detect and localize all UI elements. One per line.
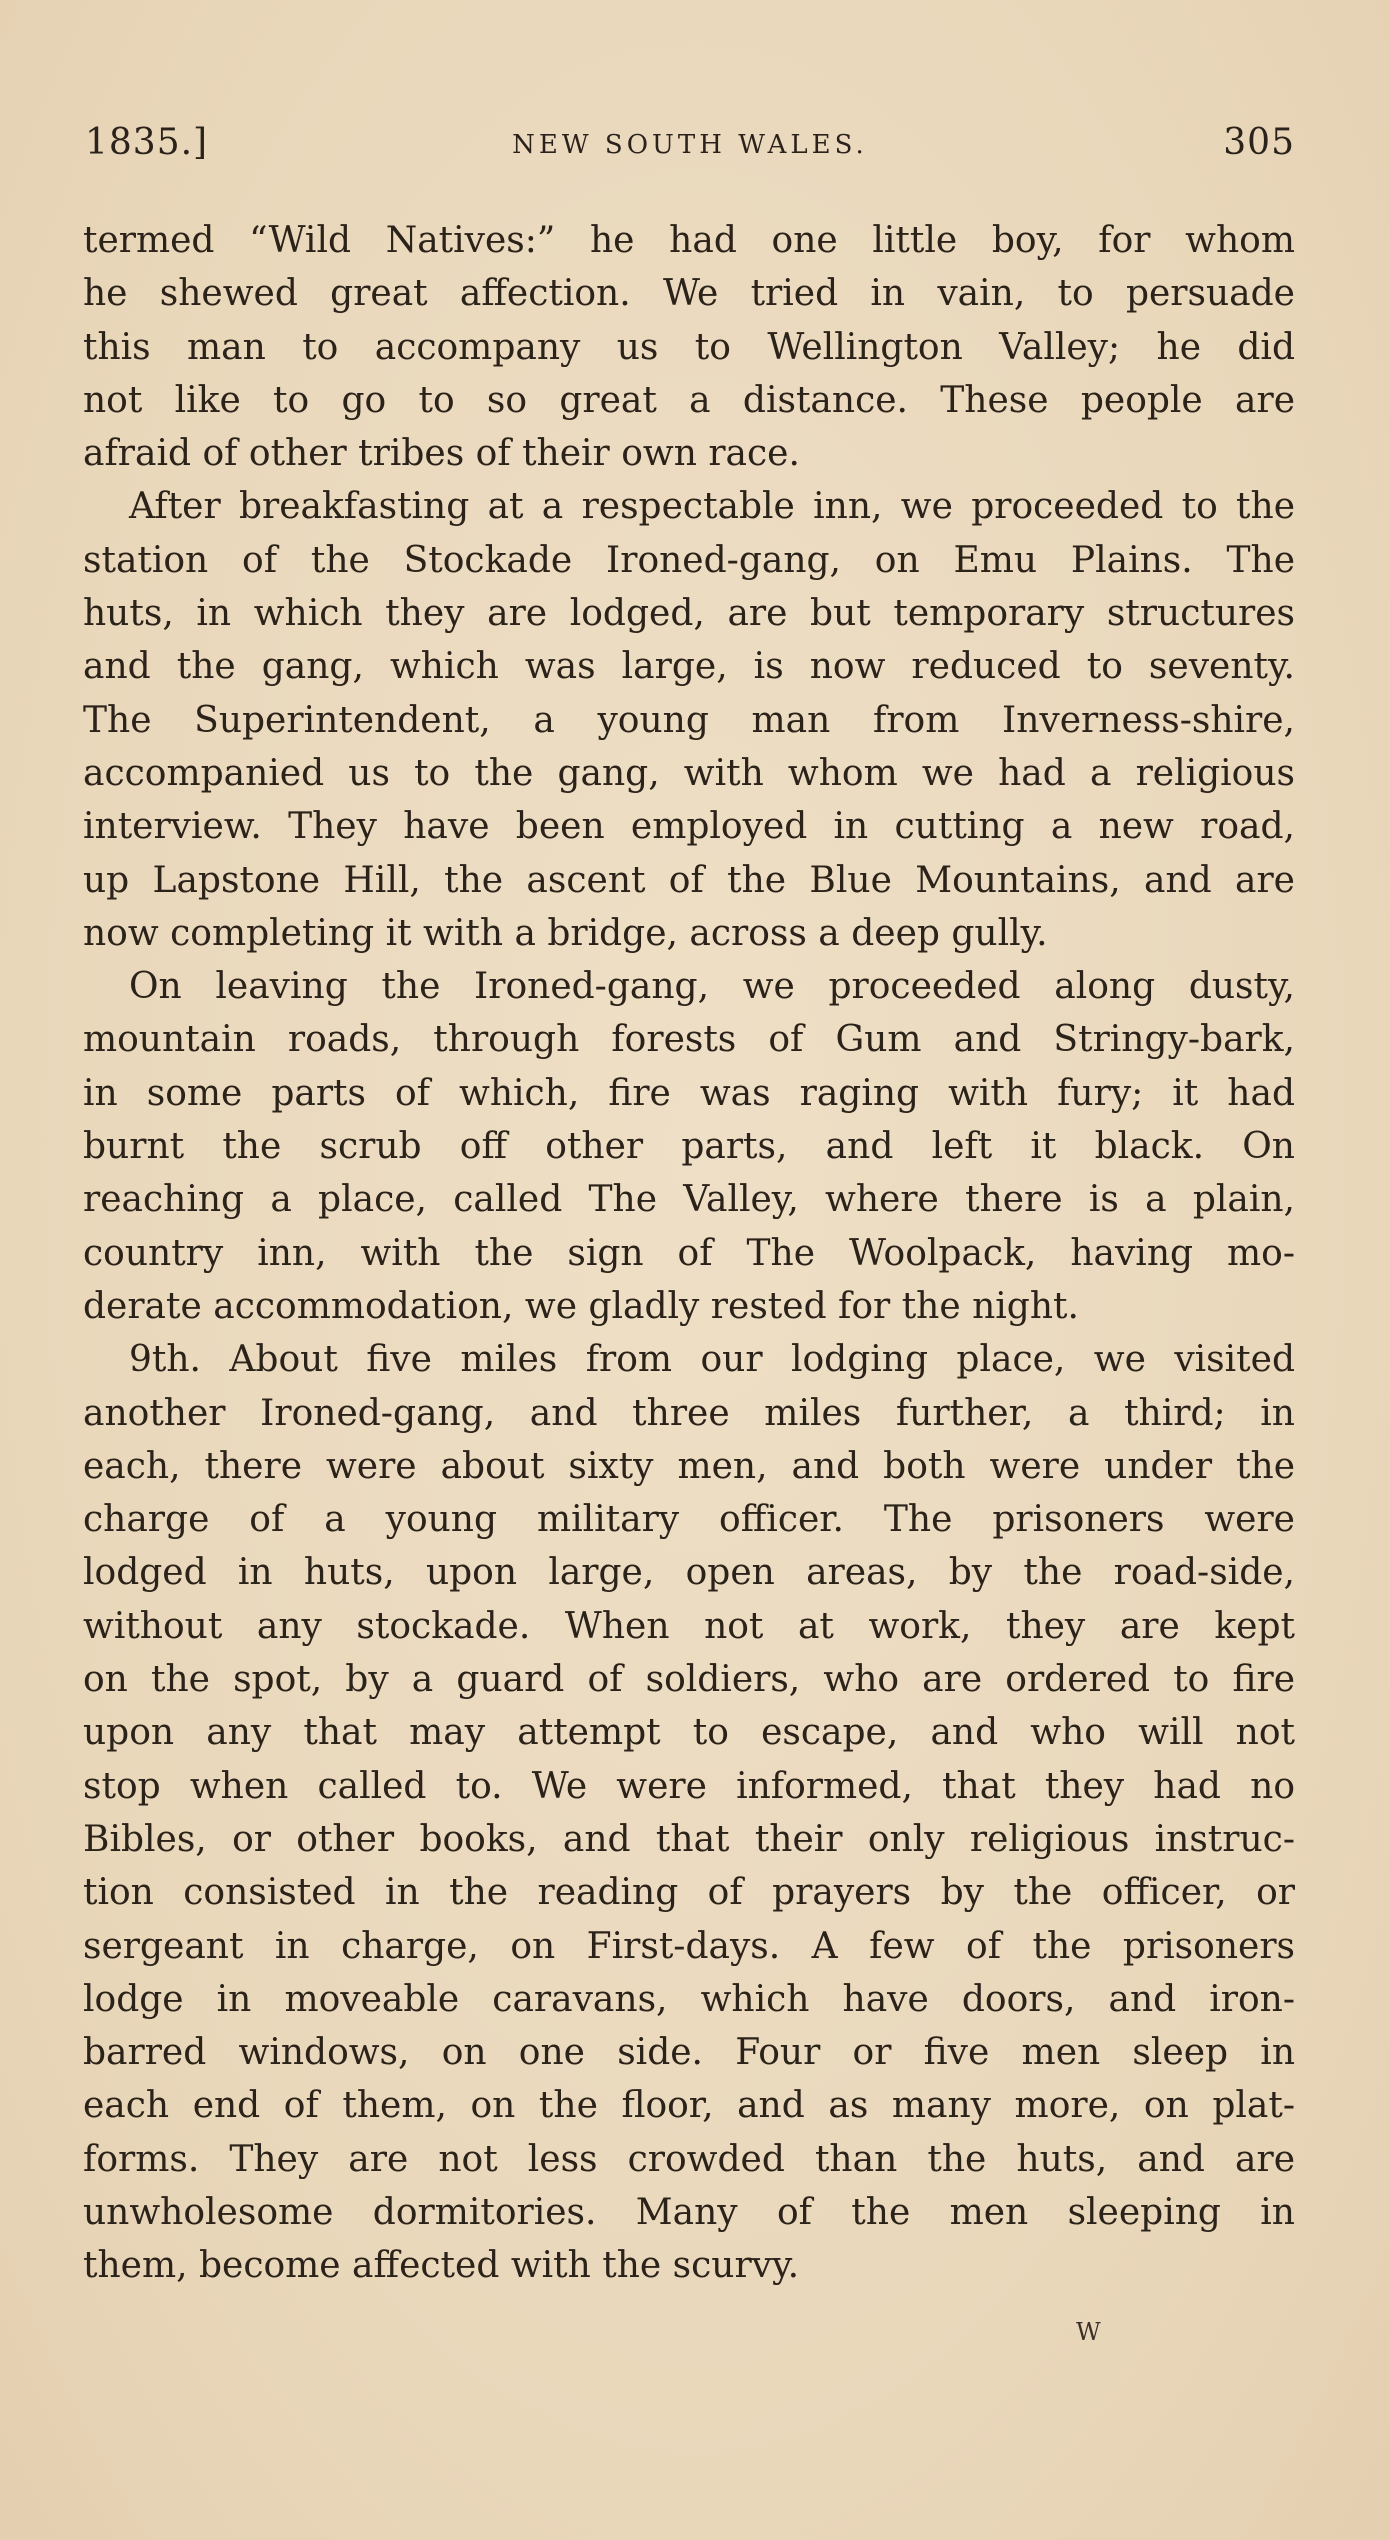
text-line: After breakfasting at a respectable inn, we proceeded to the (129, 486, 1295, 528)
text-line: up Lapstone Hill, the ascent of the Blue Mountains, and are (83, 859, 1295, 901)
text-line: upon any that may attempt to escape, and who will not (83, 1712, 1295, 1754)
text-line: lodged in huts, upon large, open areas, by the road-side, (83, 1552, 1295, 1594)
text-line: unwholesome dormitories. Many of the men sleeping in (83, 2191, 1295, 2233)
text-line: afraid of other tribes of their own race. (83, 433, 800, 475)
text-line: in some parts of which, fire was raging with fury; it had (83, 1072, 1295, 1114)
header-year: 1835.] (85, 122, 209, 163)
text-line: Bibles, or other books, and that their only religious instruc- (83, 1818, 1295, 1860)
text-line: lodge in moveable caravans, which have doors, and iron- (83, 1978, 1295, 2020)
text-line: charge of a young military officer. The prisoners were (83, 1499, 1295, 1541)
text-line: 9th. About five miles from our lodging place, we visited (129, 1339, 1295, 1381)
text-line: burnt the scrub off other parts, and left it black. On (83, 1126, 1295, 1168)
text-line: each end of them, on the floor, and as many more, on plat- (83, 2085, 1295, 2127)
text-line: them, become affected with the scurvy. (83, 2245, 800, 2287)
text-line: barred windows, on one side. Four or five men sleep in (83, 2032, 1295, 2074)
text-line: derate accommodation, we gladly rested for the night. (83, 1285, 1079, 1327)
text-line: and the gang, which was large, is now reduced to seventy. (83, 646, 1295, 688)
text-line: country inn, with the sign of The Woolpack, having mo- (83, 1232, 1295, 1274)
text-line: this man to accompany us to Wellington Valley; he did (83, 326, 1295, 368)
text-line: stop when called to. We were informed, that they had no (83, 1765, 1295, 1807)
text-line: station of the Stockade Ironed-gang, on Emu Plains. The (83, 539, 1295, 581)
text-line: interview. They have been employed in cutting a new road, (83, 806, 1295, 848)
text-line: another Ironed-gang, and three miles further, a third; in (83, 1392, 1295, 1434)
text-line: The Superintendent, a young man from Inverness-shire, (83, 699, 1295, 741)
page-number: 305 (1223, 122, 1295, 163)
text-line: on the spot, by a guard of soldiers, who are ordered to fire (83, 1659, 1295, 1701)
header-title: NEW SOUTH WALES. (512, 130, 868, 160)
text-line: mountain roads, through forests of Gum and Stringy-bark, (83, 1019, 1295, 1061)
text-line: now completing it with a bridge, across a deep gully. (83, 912, 1048, 954)
text-line: not like to go to so great a distance. These people are (83, 379, 1295, 421)
text-line: each, there were about sixty men, and both were under the (83, 1445, 1295, 1487)
text-line: termed “Wild Natives:” he had one little boy, for whom (83, 220, 1295, 261)
text-line: tion consisted in the reading of prayers by the officer, or (83, 1872, 1295, 1914)
text-line: On leaving the Ironed-gang, we proceeded along dusty, (129, 966, 1295, 1008)
running-header (85, 122, 1295, 178)
text-line: he shewed great affection. We tried in vain, to persuade (83, 273, 1295, 315)
text-line: reaching a place, called The Valley, where there is a plain, (83, 1179, 1295, 1221)
text-line: huts, in which they are lodged, are but temporary structures (83, 593, 1295, 635)
text-line: sergeant in charge, on First-days. A few of the prisoners (83, 1925, 1295, 1967)
text-line: without any stockade. When not at work, they are kept (83, 1605, 1295, 1647)
body-text (83, 214, 1295, 2293)
text-line: accompanied us to the gang, with whom we had a religious (83, 752, 1295, 794)
signature-mark: W (1076, 2318, 1101, 2346)
text-line: forms. They are not less crowded than the huts, and are (83, 2138, 1295, 2180)
